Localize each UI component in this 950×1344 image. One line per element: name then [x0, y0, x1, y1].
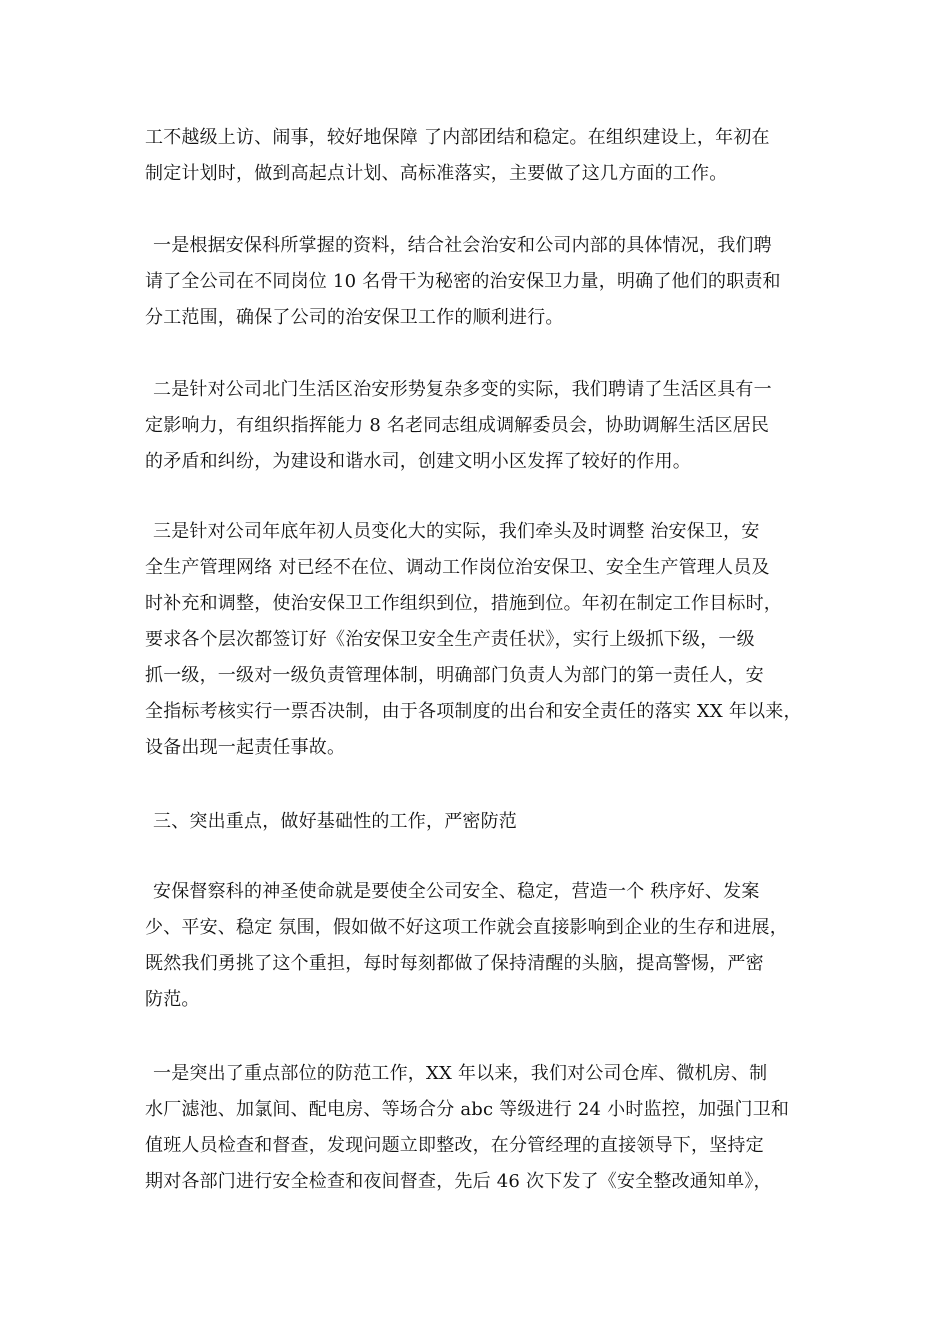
- text-line: 期对各部门进行安全检查和夜间督查，先后 46 次下发了《安全整改通知单》，: [145, 1171, 772, 1192]
- text-line: 请了全公司在不同岗位 10 名骨干为秘密的治安保卫力量，明确了他们的职责和: [145, 271, 781, 292]
- text-line: 制定计划时，做到高起点计划、高标准落实，主要做了这几方面的工作。: [145, 163, 728, 184]
- text-line: 的矛盾和纠纷，为建设和谐水司，创建文明小区发挥了较好的作用。: [145, 451, 691, 472]
- paragraph-item-two-mediation-committee: [145, 372, 815, 480]
- text-line: 全生产管理网络 对已经不在位、调动工作岗位治安保卫、安全生产管理人员及: [145, 557, 770, 578]
- text-line: 一是根据安保科所掌握的资料，结合社会治安和公司内部的具体情况，我们聘: [153, 235, 772, 256]
- paragraph-item-three-network-adjustment: [145, 514, 815, 766]
- text-line: 全指标考核实行一票否决制，由于各项制度的出台和安全责任的落实 XX 年以来，: [145, 701, 802, 722]
- section-heading: 三、突出重点，做好基础性的工作，严密防范: [153, 811, 517, 832]
- text-line: 抓一级，一级对一级负责管理体制，明确部门负责人为部门的第一责任人，安: [145, 665, 764, 686]
- text-line: 时补充和调整，使治安保卫工作组织到位，措施到位。年初在制定工作目标时，: [145, 593, 782, 614]
- text-line: 一是突出了重点部位的防范工作，XX 年以来，我们对公司仓库、微机房、制: [153, 1063, 768, 1084]
- paragraph-key-locations: [145, 1056, 815, 1200]
- text-line: 防范。: [145, 989, 200, 1010]
- text-line: 定影响力，有组织指挥能力 8 名老同志组成调解委员会，协助调解生活区居民: [145, 415, 770, 436]
- text-line: 少、平安、稳定 氛围，假如做不好这项工作就会直接影响到企业的生存和进展，: [145, 917, 788, 938]
- text-line: 二是针对公司北门生活区治安形势复杂多变的实际，我们聘请了生活区具有一: [153, 379, 772, 400]
- text-line: 三是针对公司年底年初人员变化大的实际，我们牵头及时调整 治安保卫，安: [153, 521, 760, 542]
- section-heading-three: [145, 804, 815, 840]
- text-line: 水厂滤池、加氯间、配电房、等场合分 abc 等级进行 24 小时监控，加强门卫和: [145, 1099, 790, 1120]
- text-line: 要求各个层次都签订好《治安保卫安全生产责任状》，实行上级抓下级，一级: [145, 629, 755, 650]
- text-line: 安保督察科的神圣使命就是要使全公司安全、稳定，营造一个 秩序好、发案: [153, 881, 760, 902]
- paragraph-security-mission: [145, 874, 815, 1018]
- text-line: 工不越级上访、闹事，较好地保障 了内部团结和稳定。在组织建设上，年初在: [145, 127, 770, 148]
- paragraph-organization-building: [145, 120, 815, 192]
- text-line: 值班人员检查和督查，发现问题立即整改，在分管经理的直接领导下，坚持定: [145, 1135, 764, 1156]
- text-line: 分工范围，确保了公司的治安保卫工作的顺利进行。: [145, 307, 564, 328]
- text-line: 设备出现一起责任事故。: [145, 737, 346, 758]
- text-line: 既然我们勇挑了这个重担，每时每刻都做了保持清醒的头脑，提高警惕，严密: [145, 953, 764, 974]
- paragraph-item-one-security-force: [145, 228, 815, 336]
